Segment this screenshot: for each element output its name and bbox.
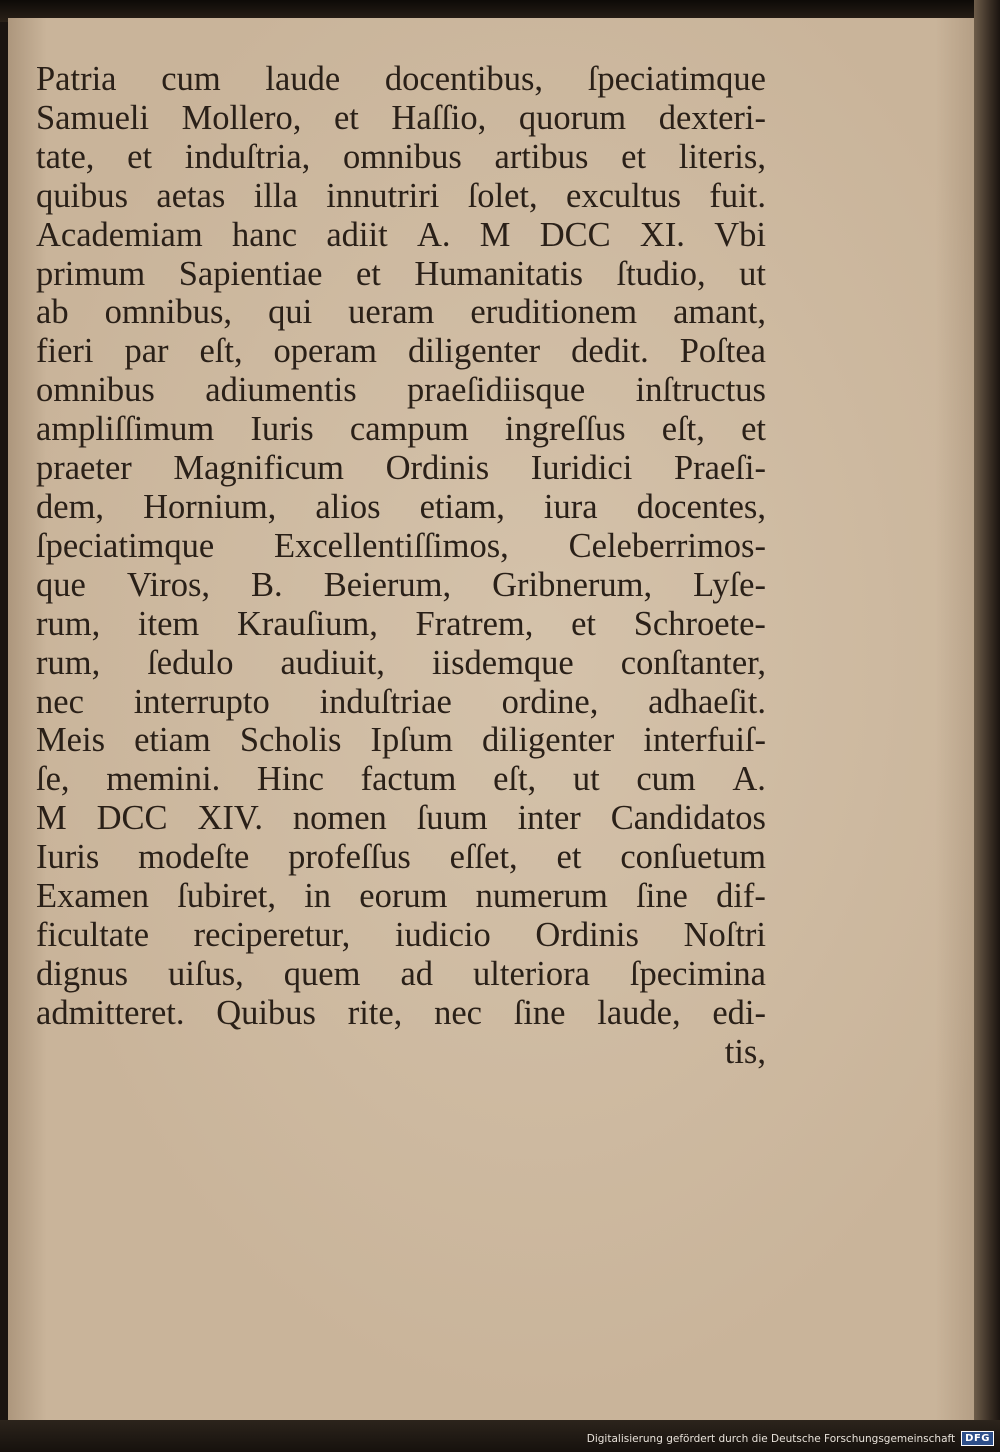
word: nomen [292,799,387,838]
word: Beierum, [323,565,452,604]
word: que [36,565,86,604]
word: docentibus, [384,60,544,98]
word: ueram [348,293,435,332]
text-line [36,293,766,332]
word: iura [543,487,598,526]
word: interfuiſ- [643,721,766,760]
word: Iuris [250,410,314,449]
catchword [36,1033,766,1072]
word: adhaeſit. [648,682,766,721]
word: illa [253,176,298,215]
word: hanc [231,215,298,254]
text-line [36,877,766,916]
word: aetas [156,176,226,215]
word: Schroete- [633,604,766,643]
word: laude [265,60,341,98]
word: eſt, [661,410,705,449]
word: iudicio [394,915,491,954]
word: cum [161,60,221,98]
word: dedit. [571,332,649,371]
word: Humanitatis [414,254,584,293]
word: dexteri- [658,98,766,137]
word: et [556,838,582,877]
word: omnibus, [104,293,233,332]
word: profeſſus [288,838,411,877]
word: Magnificum [173,449,344,488]
word: ſubiret, [177,877,276,916]
word: et [333,98,359,137]
word: et [355,254,381,293]
text-line [36,721,766,760]
word: Praeſi- [673,449,766,488]
word: XIV. [197,799,263,838]
text-line [36,683,766,722]
book-page-edge [974,0,1000,1452]
word: Iuris [36,838,100,877]
word: modeſte [138,838,250,877]
digitization-credit [587,1431,994,1446]
word: item [137,604,200,643]
word: Samueli [36,98,150,137]
word: par [124,332,169,371]
word: ſuum [416,799,488,838]
word: fieri [36,332,94,371]
text-line [36,955,766,994]
word: literis, [678,137,766,176]
text-line [36,605,766,644]
word: Noſtri [683,915,766,954]
text-line [36,449,766,488]
word: quibus [36,176,129,215]
word: inſtructus [635,371,766,410]
word: DCC [539,215,611,254]
word: Poſtea [679,332,766,371]
word: dignus [36,954,129,993]
word: ſedulo [147,643,234,682]
word: ſolet, [467,176,538,215]
word: Candidatos [610,799,766,838]
text-line [36,838,766,877]
word: uiſus, [168,954,244,993]
word: cum [636,760,696,799]
text-line [36,138,766,177]
word: ingreſſus [504,410,626,449]
word: Iuridici [530,449,633,488]
word: praeter [36,449,132,488]
word: praeſidiisque [407,371,586,410]
word: Viros, [126,565,211,604]
word: rum, [36,643,101,682]
word: quorum [518,98,627,137]
word: induſtria, [184,137,311,176]
word: ab [36,293,69,332]
word: audiuit, [280,643,385,682]
word: numerum [475,877,608,916]
word: conſtanter, [620,643,766,682]
text-line [36,644,766,683]
word: innutriri [326,176,440,215]
word: induſtriae [319,682,452,721]
text-line [36,994,766,1033]
text-line [36,760,766,799]
word: ad [400,954,434,993]
word: diligenter [482,721,615,760]
word: eſt, [199,332,243,371]
word: admitteret. [36,993,185,1032]
word: Ordinis [535,915,639,954]
word: Scholis [239,721,342,760]
text-line [36,332,766,371]
word: operam [273,332,377,371]
text-line [36,527,766,566]
word: adiumentis [205,371,357,410]
word: Meis [36,721,105,760]
credit-text: Digitalisierung gefördert durch die Deutsche Forschungsgemeinschaft [586,1432,956,1445]
word: ordine, [501,682,599,721]
word: Sapientiae [178,254,323,293]
word: conſuetum [620,838,766,877]
word: quem [283,954,361,993]
text-line [36,799,766,838]
word: inter [517,799,581,838]
word: nec [36,682,84,721]
word: ſe, [36,760,70,799]
word: Quibus [216,993,316,1032]
word: ſtudio, [616,254,706,293]
word: Krauſium, [236,604,378,643]
word: docentes, [636,487,766,526]
text-line [36,60,766,99]
catchword-text: tis, [724,1032,766,1071]
word: ſpeciatimque [587,60,766,98]
word: eſſet, [449,838,518,877]
word: ut [572,760,600,799]
word: A. [416,215,451,254]
word: ſine [513,993,566,1032]
word: excultus [566,176,682,215]
text-line [36,566,766,605]
word: amant, [673,293,766,332]
word: adiit [326,215,388,254]
word: edi- [712,993,766,1032]
word: eorum [359,877,448,916]
text-line [36,177,766,216]
word: fuit. [709,176,766,215]
text-line [36,410,766,449]
word: ſpecimina [629,954,766,993]
word: omnibus [342,137,462,176]
word: Hinc [256,760,324,799]
word: qui [268,293,313,332]
word: Lyſe- [693,565,766,604]
dfg-logo-icon: DFG [961,1431,994,1446]
word: Patria [36,60,117,98]
word: ſpeciatimque [36,526,215,565]
word: dif- [716,877,766,916]
word: tate, [36,137,95,176]
word: alios [315,487,381,526]
word: dem, [36,487,105,526]
text-line [36,255,766,294]
word: DCC [96,799,168,838]
text-line [36,371,766,410]
word: Academiam [36,215,203,254]
word: omnibus [36,371,155,410]
text-line [36,99,766,138]
word: Fratrem, [415,604,534,643]
word: laude, [597,993,681,1032]
word: in [304,877,332,916]
word: Gribnerum, [492,565,653,604]
word: Mollero, [181,98,302,137]
word: ficultate [36,915,150,954]
word: M [36,799,67,838]
word: interrupto [133,682,270,721]
word: B. [251,565,283,604]
word: et [621,137,647,176]
word: iisdemque [431,643,574,682]
body-text [36,60,766,1072]
word: ſine [636,877,688,916]
word: rite, [347,993,403,1032]
word: etiam [134,721,211,760]
word: et [741,410,766,449]
word: reciperetur, [193,915,351,954]
word: Vbi [714,215,766,254]
word: ulteriora [473,954,590,993]
word: artibus [494,137,589,176]
word: Celeberrimos- [568,526,766,565]
word: A. [732,760,766,799]
text-line [36,216,766,255]
word: memini. [106,760,221,799]
word: Examen [36,877,150,916]
word: rum, [36,604,101,643]
word: eruditionem [470,293,638,332]
word: ut [739,254,766,293]
word: diligenter [407,332,541,371]
text-line [36,916,766,955]
word: Excellentiſſimos, [274,526,509,565]
word: Hornium, [143,487,277,526]
word: ampliſſimum [36,410,215,449]
word: primum [36,254,146,293]
word: eſt, [493,760,537,799]
word: Ordinis [385,449,490,488]
word: nec [434,993,482,1032]
word: factum [360,760,457,799]
word: etiam, [419,487,505,526]
word: XI. [639,215,685,254]
word: et [571,604,597,643]
word: Haſſio, [391,98,487,137]
text-line [36,488,766,527]
word: et [127,137,153,176]
word: M [479,215,511,254]
word: Ipſum [370,721,453,760]
word: campum [349,410,469,449]
